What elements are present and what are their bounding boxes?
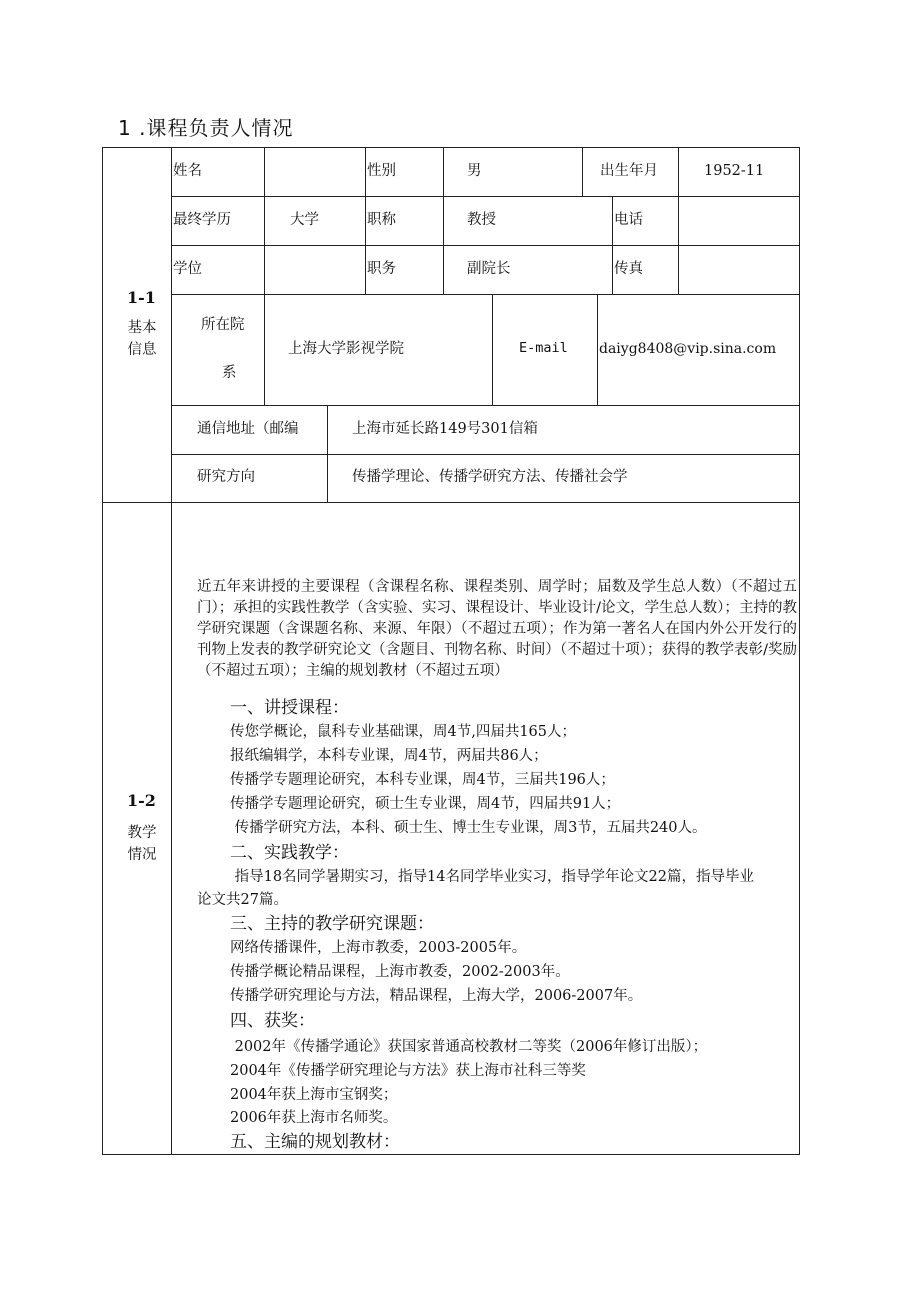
col-divider [582, 147, 583, 196]
award-item: 2006年获上海市名师奖。 [230, 1110, 398, 1126]
department-value: 上海大学影视学院 [288, 341, 404, 357]
section-label-basic-info [122, 318, 162, 362]
course-item: 传播学专题理论研究，硕士生专业课，周4节，四届共91人； [230, 796, 621, 812]
section-label-line: 情况 [127, 846, 157, 863]
gender-value: 男 [467, 163, 482, 179]
email-label: E-mail [519, 340, 568, 356]
row-divider [171, 294, 800, 295]
col-divider [678, 196, 679, 294]
title-value: 教授 [467, 212, 496, 228]
row-divider [171, 405, 800, 406]
practice-text: 指导18名同学暑期实习，指导14名同学毕业实习，指导学年论文22篇，指导毕业 [230, 869, 754, 885]
textbooks-title: 五、主编的规划教材： [230, 1132, 400, 1152]
section-label-line: 信息 [127, 341, 157, 358]
col-divider [597, 294, 598, 405]
projects-title: 三、主持的教学研究课题： [230, 914, 434, 934]
col-divider [443, 147, 444, 294]
project-item: 传播学研究理论与方法，精品课程，上海大学，2006-2007年。 [230, 988, 643, 1004]
education-label: 最终学历 [173, 212, 231, 228]
section-label-line: 基本 [127, 320, 157, 336]
department-label: 所在院 [201, 317, 245, 333]
practice-title: 二、实践教学： [230, 843, 349, 863]
degree-label: 学位 [173, 261, 202, 277]
department-label-cont: 系 [222, 365, 237, 381]
title-label: 职称 [367, 212, 396, 228]
award-item: 2002年《传播学通论》获国家普通高校教材二等奖（2006年修订出版）； [230, 1039, 708, 1055]
col-divider [264, 147, 265, 294]
research-value: 传播学理论、传播学研究方法、传播社会学 [352, 469, 628, 485]
row-divider [171, 196, 800, 197]
name-label: 姓名 [173, 163, 202, 179]
section-label-teaching [122, 823, 162, 867]
birth-label: 出生年月 [600, 163, 658, 179]
position-label: 职务 [367, 261, 396, 277]
birth-value: 1952-11 [704, 163, 765, 179]
section-label-line: 教学 [127, 825, 157, 841]
award-item: 2004年《传播学研究理论与方法》获上海市社科三等奖 [230, 1063, 586, 1079]
awards-title: 四、获奖： [230, 1011, 315, 1031]
address-value: 上海市延长路149号301信箱 [352, 421, 538, 437]
award-item: 2004年获上海市宝钢奖； [230, 1087, 398, 1103]
teaching-intro: 近五年来讲授的主要课程（含课程名称、课程类别、周学时；届数及学生总人数）（不超过五门）；承担的实践性教学（含实验、实习、课程设计、毕业设计/论文，学生总人数）；主持的教学研究课题（含课题名称、来源、年限）（不超过五项）；作为第一著名人在国内外公开发行的刊物上发表的教学研究论文（含题目、刊物名称、时间）（不超过十项）；获得的教学表彰/奖励（不超过五项）；主编的规划教材（不超过五项） [197, 579, 797, 679]
address-label: 通信地址（邮编 [197, 421, 299, 437]
label-column-divider [171, 147, 172, 1155]
section-divider [102, 502, 800, 503]
row-divider [171, 454, 800, 455]
col-divider [327, 405, 328, 502]
position-value: 副院长 [467, 261, 511, 277]
courses-title: 一、讲授课程： [230, 698, 349, 718]
education-value: 大学 [290, 212, 319, 228]
course-item: 传您学概论，鼠科专业基础课，周4节,四届共165人； [230, 724, 577, 740]
course-item: 报纸编辑学，本科专业课，周4节，两届共86人； [230, 748, 548, 764]
section-number-1-1: 1-1 [127, 288, 156, 307]
course-item: 传播学专题理论研究，本科专业课，周4节，三届共196人； [230, 772, 615, 788]
col-divider [264, 294, 265, 405]
col-divider [612, 196, 613, 294]
research-label: 研究方向 [197, 469, 255, 485]
row-divider [171, 245, 800, 246]
practice-text-cont: 论文共27篇。 [197, 892, 288, 908]
page-heading: 1 .课程负责人情况 [118, 116, 294, 140]
section-number-1-2: 1-2 [127, 791, 156, 810]
col-divider [678, 147, 679, 196]
course-item: 传播学研究方法，本科、硕士生、博士生专业课，周3节，五届共240人。 [230, 820, 707, 836]
phone-label: 电话 [614, 212, 643, 228]
col-divider [365, 147, 366, 294]
email-value: daiyg8408@vip.sina.com [599, 341, 777, 357]
gender-label: 性别 [367, 163, 396, 179]
project-item: 传播学概论精品课程，上海市教委，2002-2003年。 [230, 964, 570, 980]
project-item: 网络传播课件，上海市教委，2003-2005年。 [230, 940, 527, 956]
fax-label: 传真 [614, 261, 643, 277]
col-divider [492, 294, 493, 405]
